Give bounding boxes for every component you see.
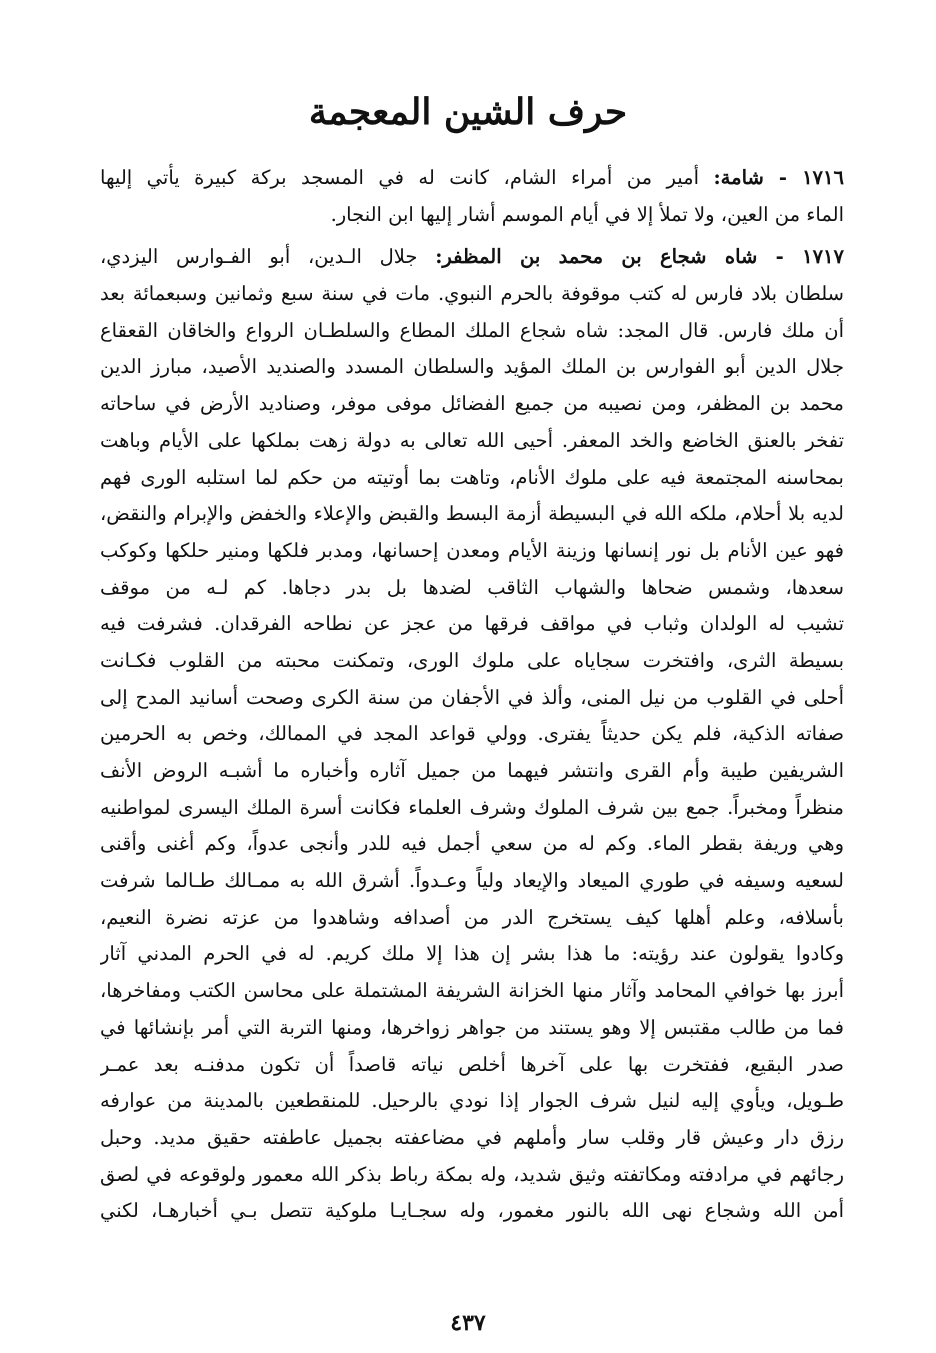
entry-1716-line-1 bbox=[100, 160, 844, 197]
text-line: أمن الله وشجاع نهى الله بالنور مغمور، وله سجـايـا ملوكية تتصل بـي أخبارهـا، لكني bbox=[100, 1199, 844, 1223]
entry-1717-text: جلال الـدين، أبو الفـوارس اليزدي، bbox=[100, 245, 418, 269]
text-line: محمد بن المظفر، ومن نصيبه من جميع الفضائل موفى موفر، وصناديد الأرض في ساحاته bbox=[100, 392, 844, 416]
body-text bbox=[100, 160, 844, 1230]
text-line: الشريفين طيبة وأم القرى وانتشر فيهما من جميل آثاره وأخباره ما أشبـه الروض الأنف bbox=[100, 759, 844, 782]
entry-1717-label: ١٧١٧ - شاه شجاع بن محمد بن المظفر: bbox=[435, 245, 844, 269]
text-line: صدر البقيع، ففتخرت بها على آخرها أخلص نياته قاصداً أن تكون مدفنـه بعد عمـر bbox=[100, 1052, 844, 1076]
text-line: جلال الدين أبو الفوارس بن الملك المؤيد والسلطان المسدد والصنديد الأصيد، مبارز الدين bbox=[100, 355, 844, 379]
text-line: لديه بلا أحلام، ملكه الله في البسيطة أزمة البسط والقبض والإعلاء والخفض والإبرام والنقض، bbox=[100, 502, 844, 526]
text-line: بسيطة الثرى، وافتخرت سجاياه على ملوك الورى، وتمكنت محبته من القلوب فكـانت bbox=[100, 648, 844, 672]
page-number: ٤٣٧ bbox=[450, 1310, 486, 1336]
text-line: أن ملك فارس. قال المجد: شاه شجاع الملك المطاع والسلطـان الرواع والخاقان القعقاع bbox=[100, 318, 844, 342]
entry-1716-line-2: الماء من العين، ولا تملأ إلا في أيام الموسم أشار إليها ابن النجار. bbox=[330, 202, 844, 226]
text-line: رجائهم في مرادفته ومكاتفته وثيق شديد، وله بمكة رباط بذكر الله معمور ولوقوعه في لصق bbox=[100, 1162, 844, 1186]
text-line: بأسلافه، وعلم أهلها كيف يستخرج الدر من أصدافه وشاهدوا من عزته نضرة النعيم، bbox=[100, 905, 844, 929]
entry-1716-label: ١٧١٦ - شامة: bbox=[713, 166, 844, 189]
chapter-heading: حرف الشين المعجمة bbox=[308, 91, 628, 133]
text-line: سعدها، وشمس ضحاها والشهاب الثاقب لضدها بل بدر دجاها. كم لـه من موقف bbox=[100, 575, 844, 599]
text-line: فهو عين الأنام بل نور إنسانها وزينة الأيام ومعدن إحسانها، ومدبر فلكها ومنير حلكها وكوكب bbox=[100, 538, 844, 562]
text-line: تشيب له الولدان وثباب في مواقف فرقها من عجز عن نطاحه الفرقدان. فشرفت فيه bbox=[100, 612, 844, 636]
text-line: سلطان بلاد فارس له كتب موقوفة بالحرم النبوي. مات في سنة سبع وثمانين وسبعمائة بعد bbox=[100, 282, 844, 306]
text-line: وهي وريفة بقطر الماء. وكم له من سعي أجمل فيه للدر وأنجى عدواً، وكم أغنى وأقنى bbox=[100, 832, 844, 856]
text-line: فما من طالب مقتبس إلا وهو يستند من جواهر زواخرها، ومنها التربة التي أمر بإنشائها في bbox=[100, 1015, 844, 1039]
text-line: تفخر بالعنق الخاضع والخد المعفر. أحيى الله تعالى به دولة زهت بملكها على الأيام وباهت bbox=[100, 428, 844, 452]
entry-1716-text: أمير من أمراء الشام، كانت له في المسجد بركة كبيرة يأتي إليها bbox=[100, 166, 700, 189]
text-line: طـويل، ويأوي إليه لنيل شرف الجوار إذا نودي بالرحيل. للمنقطعين بالمدينة من عوارفه bbox=[100, 1089, 844, 1113]
text-line: أحلى في القلوب من نيل المنى، وألذ في الأجفان من سنة الكرى وصحت أسانيد المدح إلى bbox=[100, 685, 844, 709]
text-line: بمحاسنه المجتمعة فيه على ملوك الأنام، وتاهت بما أوتيته من حكم لما استلبه الورى فهم bbox=[100, 465, 844, 489]
entry-1717-line-1 bbox=[100, 239, 844, 276]
text-line: منظراً ومخبراً. جمع بين شرف الملوك وشرف العلماء فكانت أسرة الملك اليسرى لمواطنيه bbox=[100, 795, 844, 819]
text-line: أبرز بها خوافي المحامد وآثار منها الخزانة الشريفة المشتملة على محاسن الكتب ومفاخرها، bbox=[100, 979, 844, 1003]
text-line: وكادوا يقولون عند رؤيته: ما هذا بشر إن هذا إلا ملك كريم. له في الحرم المدني آثار bbox=[100, 942, 844, 966]
text-line: صفاته الذكية، فلم يكن حديثاً يفترى. وولي قواعد المجد في الممالك، وخص به الحرمين bbox=[100, 722, 844, 746]
text-line: لسعيه وسيفه في طوري الميعاد والإيعاد ولياً وعـدواً. أشرق الله به ممـالك طـالما شرفت bbox=[100, 869, 844, 893]
text-line: رزق دار وعيش قار وقلب سار وأملهم في مضاعفته بجميل عاطفته حقيق مديد. وحبل bbox=[100, 1125, 844, 1149]
